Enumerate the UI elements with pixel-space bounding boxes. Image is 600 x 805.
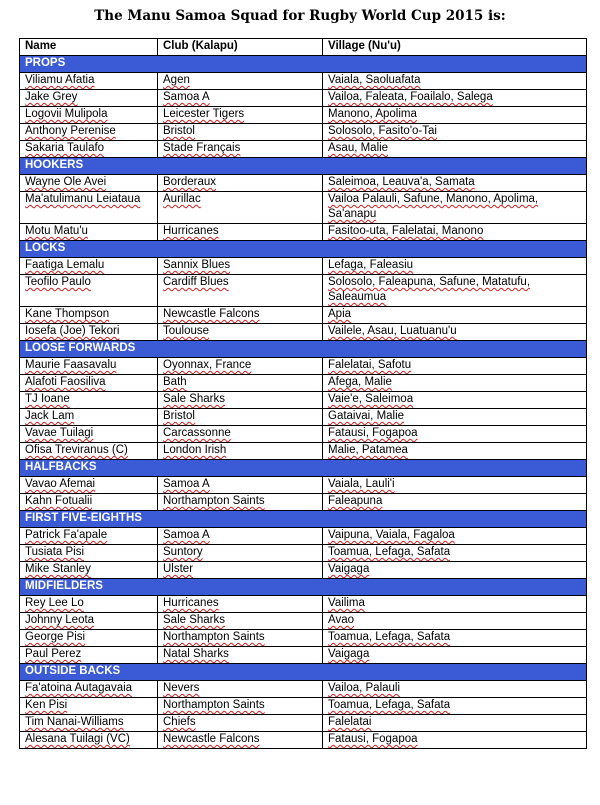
section-row: [20, 341, 587, 358]
section-label: OUTSIDE BACKS: [20, 664, 587, 681]
section-label: FIRST FIVE-EIGHTHS: [20, 511, 587, 528]
cell-text: Newcastle Falcons: [163, 308, 260, 320]
cell-text: Apia: [328, 308, 352, 320]
cell-text: Mike Stanley: [25, 563, 91, 575]
cell-text: Vailele, Asau, Luatuanu'u: [328, 325, 457, 337]
table-row: [20, 409, 587, 426]
section-row: [20, 664, 587, 681]
document-title: The Manu Samoa Squad for Rugby World Cup 2015 is:: [94, 8, 506, 24]
cell-text: Asau, Malie: [328, 142, 389, 154]
player-club-cell: [158, 375, 323, 392]
player-name-cell: [20, 545, 158, 562]
header-club: Club (Kalapu): [158, 39, 323, 56]
player-village-cell: [323, 477, 587, 494]
player-village-cell: [323, 545, 587, 562]
player-village-cell: [323, 681, 587, 698]
table-row: [20, 258, 587, 275]
table-row: [20, 715, 587, 732]
player-name-cell: [20, 732, 158, 749]
cell-text: Leicester Tigers: [163, 108, 245, 120]
player-club-cell: [158, 107, 323, 124]
player-name-cell: [20, 258, 158, 275]
player-name-cell: [20, 307, 158, 324]
cell-text: Toulouse: [163, 325, 210, 337]
table-row: [20, 275, 587, 307]
player-name-cell: [20, 192, 158, 224]
player-village-cell: [323, 528, 587, 545]
player-club-cell: [158, 409, 323, 426]
cell-text: London Irish: [163, 444, 227, 456]
cell-text: Toamua, Lefaga, Safata: [328, 699, 451, 711]
cell-text: Borderaux: [163, 176, 217, 188]
cell-text: Avao: [328, 614, 355, 626]
player-name-cell: [20, 443, 158, 460]
player-village-cell: [323, 275, 587, 307]
player-club-cell: [158, 175, 323, 192]
cell-text: Northampton Saints: [163, 495, 265, 507]
table-row: [20, 141, 587, 158]
cell-text: Tim Nanai-Williams: [25, 716, 124, 728]
player-name-cell: [20, 613, 158, 630]
player-name-cell: [20, 562, 158, 579]
table-row: [20, 545, 587, 562]
cell-text: Viliamu Afatia: [25, 74, 95, 86]
player-club-cell: [158, 124, 323, 141]
cell-text: Northampton Saints: [163, 699, 265, 711]
table-row: [20, 494, 587, 511]
player-village-cell: [323, 375, 587, 392]
table-row: [20, 596, 587, 613]
table-row: [20, 192, 587, 224]
cell-text: Vailoa, Faleata, Foailalo, Salega: [328, 91, 493, 103]
player-name-cell: [20, 90, 158, 107]
table-row: [20, 324, 587, 341]
cell-text: Ken Pisi: [25, 699, 68, 711]
cell-text: Vaigaga: [328, 563, 370, 575]
section-row: [20, 511, 587, 528]
player-name-cell: [20, 141, 158, 158]
table-row: [20, 392, 587, 409]
table-row: [20, 562, 587, 579]
player-village-cell: [323, 392, 587, 409]
player-village-cell: [323, 409, 587, 426]
table-row: [20, 443, 587, 460]
cell-text: Faleapuna: [328, 495, 383, 507]
cell-text: Sannix Blues: [163, 259, 231, 271]
player-club-cell: [158, 698, 323, 715]
player-name-cell: [20, 375, 158, 392]
cell-text: Bristol: [163, 410, 195, 422]
player-club-cell: [158, 324, 323, 341]
player-village-cell: [323, 175, 587, 192]
player-name-cell: [20, 175, 158, 192]
cell-text: Vailima: [328, 597, 365, 609]
player-club-cell: [158, 477, 323, 494]
player-name-cell: [20, 681, 158, 698]
player-club-cell: [158, 528, 323, 545]
player-name-cell: [20, 73, 158, 90]
player-name-cell: [20, 107, 158, 124]
player-name-cell: [20, 477, 158, 494]
player-village-cell: [323, 630, 587, 647]
player-club-cell: [158, 613, 323, 630]
player-club-cell: [158, 443, 323, 460]
player-name-cell: [20, 596, 158, 613]
player-name-cell: [20, 392, 158, 409]
player-name-cell: [20, 630, 158, 647]
section-label: HOOKERS: [20, 158, 587, 175]
section-label: LOOSE FORWARDS: [20, 341, 587, 358]
player-village-cell: [323, 324, 587, 341]
cell-text: Teofilo Paulo: [25, 276, 91, 288]
cell-text: Samoa A: [163, 91, 210, 103]
cell-text: Kane Thompson: [25, 308, 110, 320]
section-label: PROPS: [20, 56, 587, 73]
table-header-row: [20, 39, 587, 56]
table-row: [20, 107, 587, 124]
cell-text: Toamua, Lefaga, Safata: [328, 631, 451, 643]
squad-table: [19, 38, 587, 749]
player-village-cell: [323, 596, 587, 613]
player-village-cell: [323, 141, 587, 158]
player-club-cell: [158, 307, 323, 324]
player-club-cell: [158, 715, 323, 732]
table-row: [20, 90, 587, 107]
player-club-cell: [158, 358, 323, 375]
header-name: Name: [20, 39, 158, 56]
cell-text: Sakaria Taulafo: [25, 142, 105, 154]
table-row: [20, 175, 587, 192]
section-label: LOCKS: [20, 241, 587, 258]
cell-text: Logovii Mulipola: [25, 108, 108, 120]
cell-text: Suntory: [163, 546, 203, 558]
cell-text: Faatiga Lemalu: [25, 259, 105, 271]
table-row: [20, 613, 587, 630]
cell-text: Newcastle Falcons: [163, 733, 260, 745]
cell-text: Afega, Malie: [328, 376, 392, 388]
player-name-cell: [20, 715, 158, 732]
player-name-cell: [20, 358, 158, 375]
table-row: [20, 732, 587, 749]
player-village-cell: [323, 307, 587, 324]
player-name-cell: [20, 647, 158, 664]
table-row: [20, 307, 587, 324]
cell-text: Vaiala, Lauli'i: [328, 478, 395, 490]
player-village-cell: [323, 258, 587, 275]
player-village-cell: [323, 73, 587, 90]
table-row: [20, 477, 587, 494]
cell-text: Vaipuna, Vaiala, Fagaloa: [328, 529, 455, 541]
cell-text: Patrick Fa'apale: [25, 529, 108, 541]
player-club-cell: [158, 596, 323, 613]
cell-text: Iosefa (Joe) Tekori: [25, 325, 120, 337]
cell-text: Vavao Afemai: [25, 478, 96, 490]
cell-text: Jake Grey: [25, 91, 78, 103]
table-row: [20, 681, 587, 698]
header-village: Village (Nu'u): [323, 39, 587, 56]
cell-text: Tusiata Pisi: [25, 546, 85, 558]
table-row: [20, 375, 587, 392]
cell-text: Samoa A: [163, 478, 210, 490]
player-name-cell: [20, 494, 158, 511]
cell-text: Paul Perez: [25, 648, 82, 660]
cell-text: Stade Français: [163, 142, 241, 154]
cell-text: Motu Matu'u: [25, 225, 88, 237]
cell-text: Fatausi, Fogapoa: [328, 733, 418, 745]
cell-text: TJ Ioane: [25, 393, 70, 405]
cell-text: Samoa A: [163, 529, 210, 541]
cell-text: Wayne Ole Avei: [25, 176, 107, 188]
cell-text: Falelatai, Safotu: [328, 359, 412, 371]
cell-text: Vaie'e, Saleimoa: [328, 393, 414, 405]
player-name-cell: [20, 124, 158, 141]
player-village-cell: [323, 732, 587, 749]
cell-text: Natal Sharks: [163, 648, 229, 660]
cell-text: Bristol: [163, 125, 195, 137]
cell-text: Anthony Perenise: [25, 125, 116, 137]
cell-text: Nevers: [163, 682, 200, 694]
player-club-cell: [158, 426, 323, 443]
cell-text: Hurricanes: [163, 597, 219, 609]
cell-text: Alesana Tuilagi (VC): [25, 733, 130, 745]
cell-text: Solosolo, Fasito'o-Tai: [328, 125, 437, 137]
player-village-cell: [323, 124, 587, 141]
player-club-cell: [158, 90, 323, 107]
cell-text: Ma'atulimanu Leiataua: [25, 193, 141, 205]
cell-text: Lefaga, Faleasiu: [328, 259, 414, 271]
player-club-cell: [158, 681, 323, 698]
cell-text: Alafoti Faosiliva: [25, 376, 106, 388]
cell-text: Northampton Saints: [163, 631, 265, 643]
table-row: [20, 528, 587, 545]
cell-text: Aurillac: [163, 193, 201, 205]
cell-text: Bath: [163, 376, 187, 388]
player-club-cell: [158, 562, 323, 579]
player-village-cell: [323, 107, 587, 124]
section-row: [20, 579, 587, 596]
table-row: [20, 124, 587, 141]
player-village-cell: [323, 715, 587, 732]
player-name-cell: [20, 409, 158, 426]
table-row: [20, 630, 587, 647]
player-club-cell: [158, 392, 323, 409]
player-village-cell: [323, 443, 587, 460]
player-name-cell: [20, 324, 158, 341]
player-name-cell: [20, 528, 158, 545]
player-club-cell: [158, 545, 323, 562]
cell-text: Manono, Apolima: [328, 108, 417, 120]
player-village-cell: [323, 90, 587, 107]
player-village-cell: [323, 494, 587, 511]
section-row: [20, 241, 587, 258]
table-row: [20, 426, 587, 443]
cell-text: Fa'atoina Autagavaia: [25, 682, 133, 694]
player-village-cell: [323, 358, 587, 375]
player-village-cell: [323, 426, 587, 443]
cell-text: Ulster: [163, 563, 194, 575]
cell-text: Fatausi, Fogapoa: [328, 427, 418, 439]
cell-text: Saleimoa, Leauva'a, Samata: [328, 176, 475, 188]
cell-text: Sale Sharks: [163, 614, 226, 626]
section-label: HALFBACKS: [20, 460, 587, 477]
cell-text: Solosolo, Faleapuna, Safune, Matatufu, Saleaumua: [328, 276, 531, 303]
player-village-cell: [323, 192, 587, 224]
cell-text: Jack Lam: [25, 410, 75, 422]
player-name-cell: [20, 426, 158, 443]
player-club-cell: [158, 494, 323, 511]
player-club-cell: [158, 73, 323, 90]
cell-text: Vailoa, Palauli: [328, 682, 401, 694]
cell-text: Fasitoo-uta, Falelatai, Manono: [328, 225, 484, 237]
cell-text: Oyonnax, France: [163, 359, 252, 371]
cell-text: Kahn Fotualii: [25, 495, 93, 507]
player-club-cell: [158, 192, 323, 224]
table-row: [20, 647, 587, 664]
player-club-cell: [158, 224, 323, 241]
table-row: [20, 224, 587, 241]
cell-text: Sale Sharks: [163, 393, 226, 405]
player-club-cell: [158, 630, 323, 647]
section-row: [20, 158, 587, 175]
table-row: [20, 358, 587, 375]
player-name-cell: [20, 275, 158, 307]
cell-text: Ofisa Treviranus (C): [25, 444, 128, 456]
player-club-cell: [158, 732, 323, 749]
cell-text: Hurricanes: [163, 225, 219, 237]
player-village-cell: [323, 562, 587, 579]
cell-text: Vavae Tuilagi: [25, 427, 94, 439]
player-name-cell: [20, 698, 158, 715]
cell-text: Agen: [163, 74, 190, 86]
table-row: [20, 73, 587, 90]
player-village-cell: [323, 224, 587, 241]
player-club-cell: [158, 258, 323, 275]
player-village-cell: [323, 698, 587, 715]
player-club-cell: [158, 141, 323, 158]
player-name-cell: [20, 224, 158, 241]
cell-text: Vaigaga: [328, 648, 370, 660]
cell-text: Malie, Patamea: [328, 444, 408, 456]
player-village-cell: [323, 647, 587, 664]
cell-text: Rey Lee Lo: [25, 597, 84, 609]
cell-text: George Pisi: [25, 631, 86, 643]
cell-text: Vailoa Palauli, Safune, Manono, Apolima, Sa'anapu: [328, 193, 539, 220]
player-village-cell: [323, 613, 587, 630]
player-club-cell: [158, 647, 323, 664]
cell-text: Toamua, Lefaga, Safata: [328, 546, 451, 558]
cell-text: Gataivai, Malie: [328, 410, 405, 422]
section-row: [20, 56, 587, 73]
cell-text: Chiefs: [163, 716, 196, 728]
cell-text: Maurie Faasavalu: [25, 359, 117, 371]
cell-text: Falelatai: [328, 716, 372, 728]
cell-text: Vaiala, Saoluafata: [328, 74, 421, 86]
cell-text: Carcassonne: [163, 427, 231, 439]
cell-text: Johnny Leota: [25, 614, 95, 626]
table-row: [20, 698, 587, 715]
squad-table-body: [20, 56, 587, 749]
cell-text: Cardiff Blues: [163, 276, 229, 288]
player-club-cell: [158, 275, 323, 307]
section-row: [20, 460, 587, 477]
section-label: MIDFIELDERS: [20, 579, 587, 596]
